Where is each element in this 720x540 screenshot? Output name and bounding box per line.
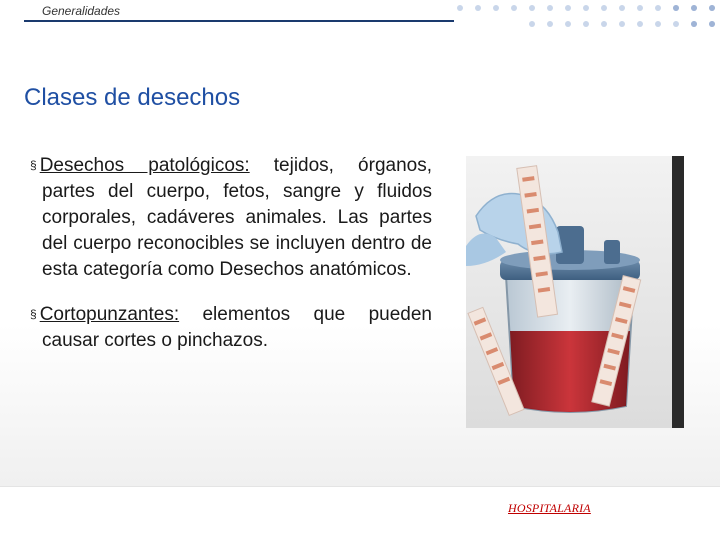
bullet-item [30,152,432,283]
bullet-term: Desechos patológicos: [39,155,250,176]
bullet-text: elementos que pueden causar cortes o pinchazos. [42,304,432,351]
section-label: Generalidades [42,4,121,18]
slide-title: Clases de desechos [24,84,241,111]
bullet-list [30,152,432,372]
bullet-marker: § [30,307,37,321]
bullet-text: tejidos, órganos, partes del cuerpo, fetos, sangre y fluidos corporales, cadáveres animales. Las partes del cuerpo reconocibles se incluyen dentro de esta categoría como Desechos anatómicos. [42,155,432,280]
header-rule [24,20,454,22]
footer-band [0,486,720,540]
bullet-term: Cortopunzantes: [39,304,180,325]
bullet-marker: § [30,158,37,172]
bullet-item [30,301,432,354]
medical-waste-container-photo [466,156,684,428]
footer-brand: HOSPITALARIA [508,501,591,515]
decorative-dot-grid [420,0,720,40]
